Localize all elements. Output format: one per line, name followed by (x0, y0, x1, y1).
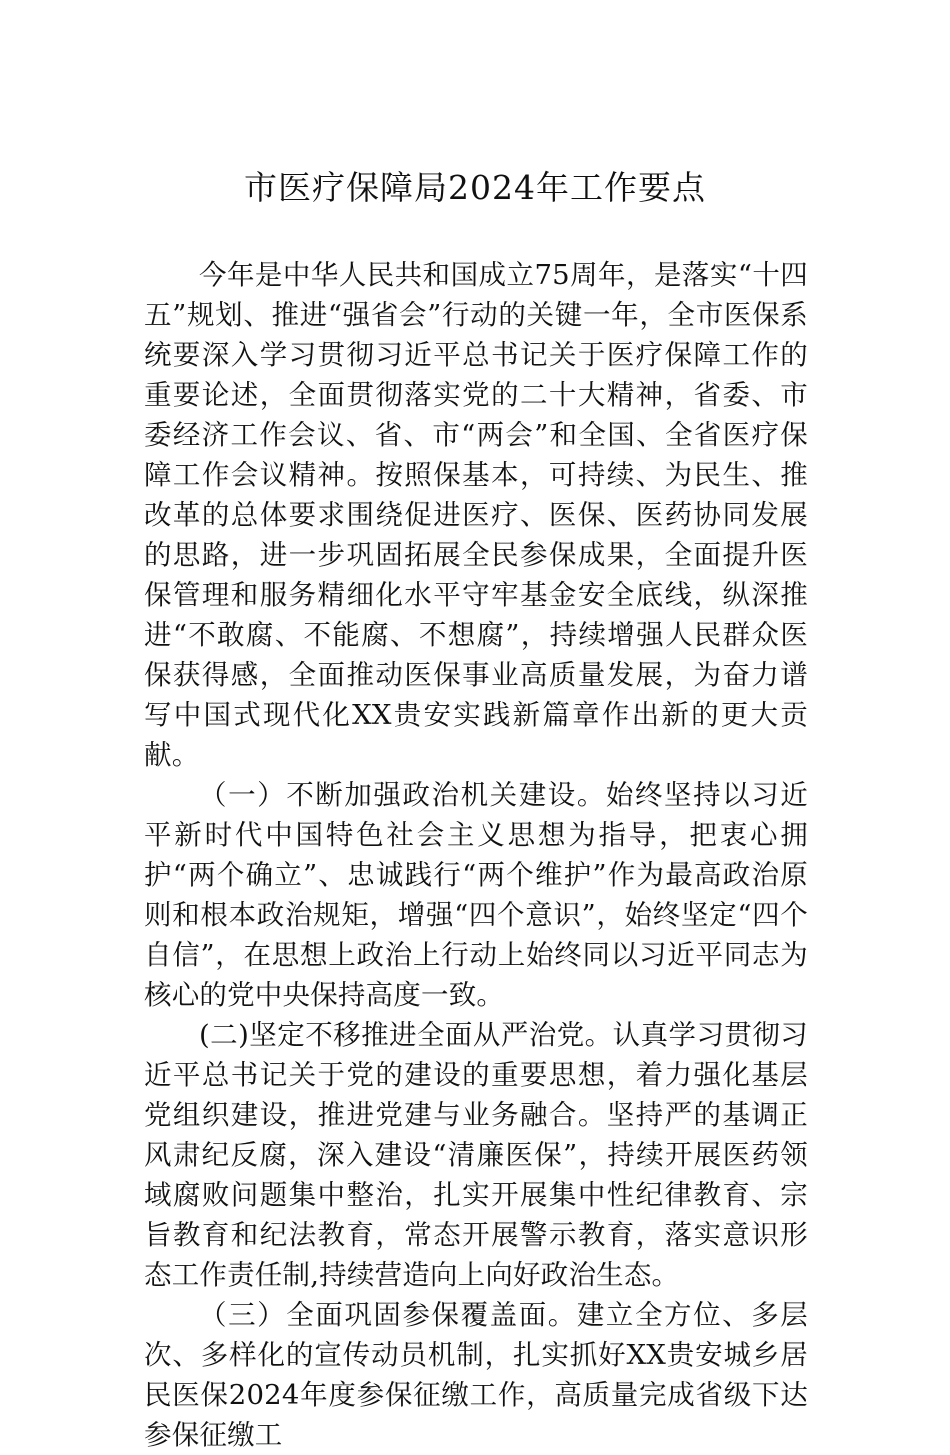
paragraph-section-1: （一）不断加强政治机关建设。始终坚持以习近平新时代中国特色社会主义思想为指导，把衷心拥护“两个确立”、忠诚践行“两个维护”作为最高政治原则和根本政治规矩，增强“四个意识”，始终坚定“四个自信”，在思想上政治上行动上始终同以习近平同志为核心的党中央保持高度一致。 (144, 779, 808, 1011)
document-title: 市医疗保障局2024年工作要点 (244, 168, 706, 207)
paragraph-intro: 今年是中华人民共和国成立75周年，是落实“十四五”规划、推进“强省会”行动的关键一年，全市医保系统要深入学习贯彻习近平总书记关于医疗保障工作的重要论述，全面贯彻落实党的二十大精神，省委、市委经济工作会议、省、市“两会”和全国、全省医疗保障工作会议精神。按照保基本，可持续、为民生、推改革的总体要求围绕促进医疗、医保、医药协同发展的思路，进一步巩固拓展全民参保成果，全面提升医保管理和服务精细化水平守牢基金安全底线，纵深推进“不敢腐、不能腐、不想腐”，持续增强人民群众医保获得感，全面推动医保事业高质量发展，为奋力谱写中国式现代化XX贵安实践新篇章作出新的更大贡献。 (144, 259, 808, 771)
document-body (144, 255, 808, 1455)
paragraph-section-2: (二)坚定不移推进全面从严治党。认真学习贯彻习近平总书记关于党的建设的重要思想，着力强化基层党组织建设，推进党建与业务融合。坚持严的基调正风肃纪反腐，深入建设“清廉医保”，持续开展医药领域腐败问题集中整治，扎实开展集中性纪律教育、宗旨教育和纪法教育，常态开展警示教育，落实意识形态工作责任制,持续营造向上向好政治生态。 (144, 1019, 808, 1291)
paragraph-section-3: （三）全面巩固参保覆盖面。建立全方位、多层次、多样化的宣传动员机制，扎实抓好XX贵安城乡居民医保2024年度参保征缴工作，高质量完成省级下达参保征缴工 (144, 1299, 808, 1451)
